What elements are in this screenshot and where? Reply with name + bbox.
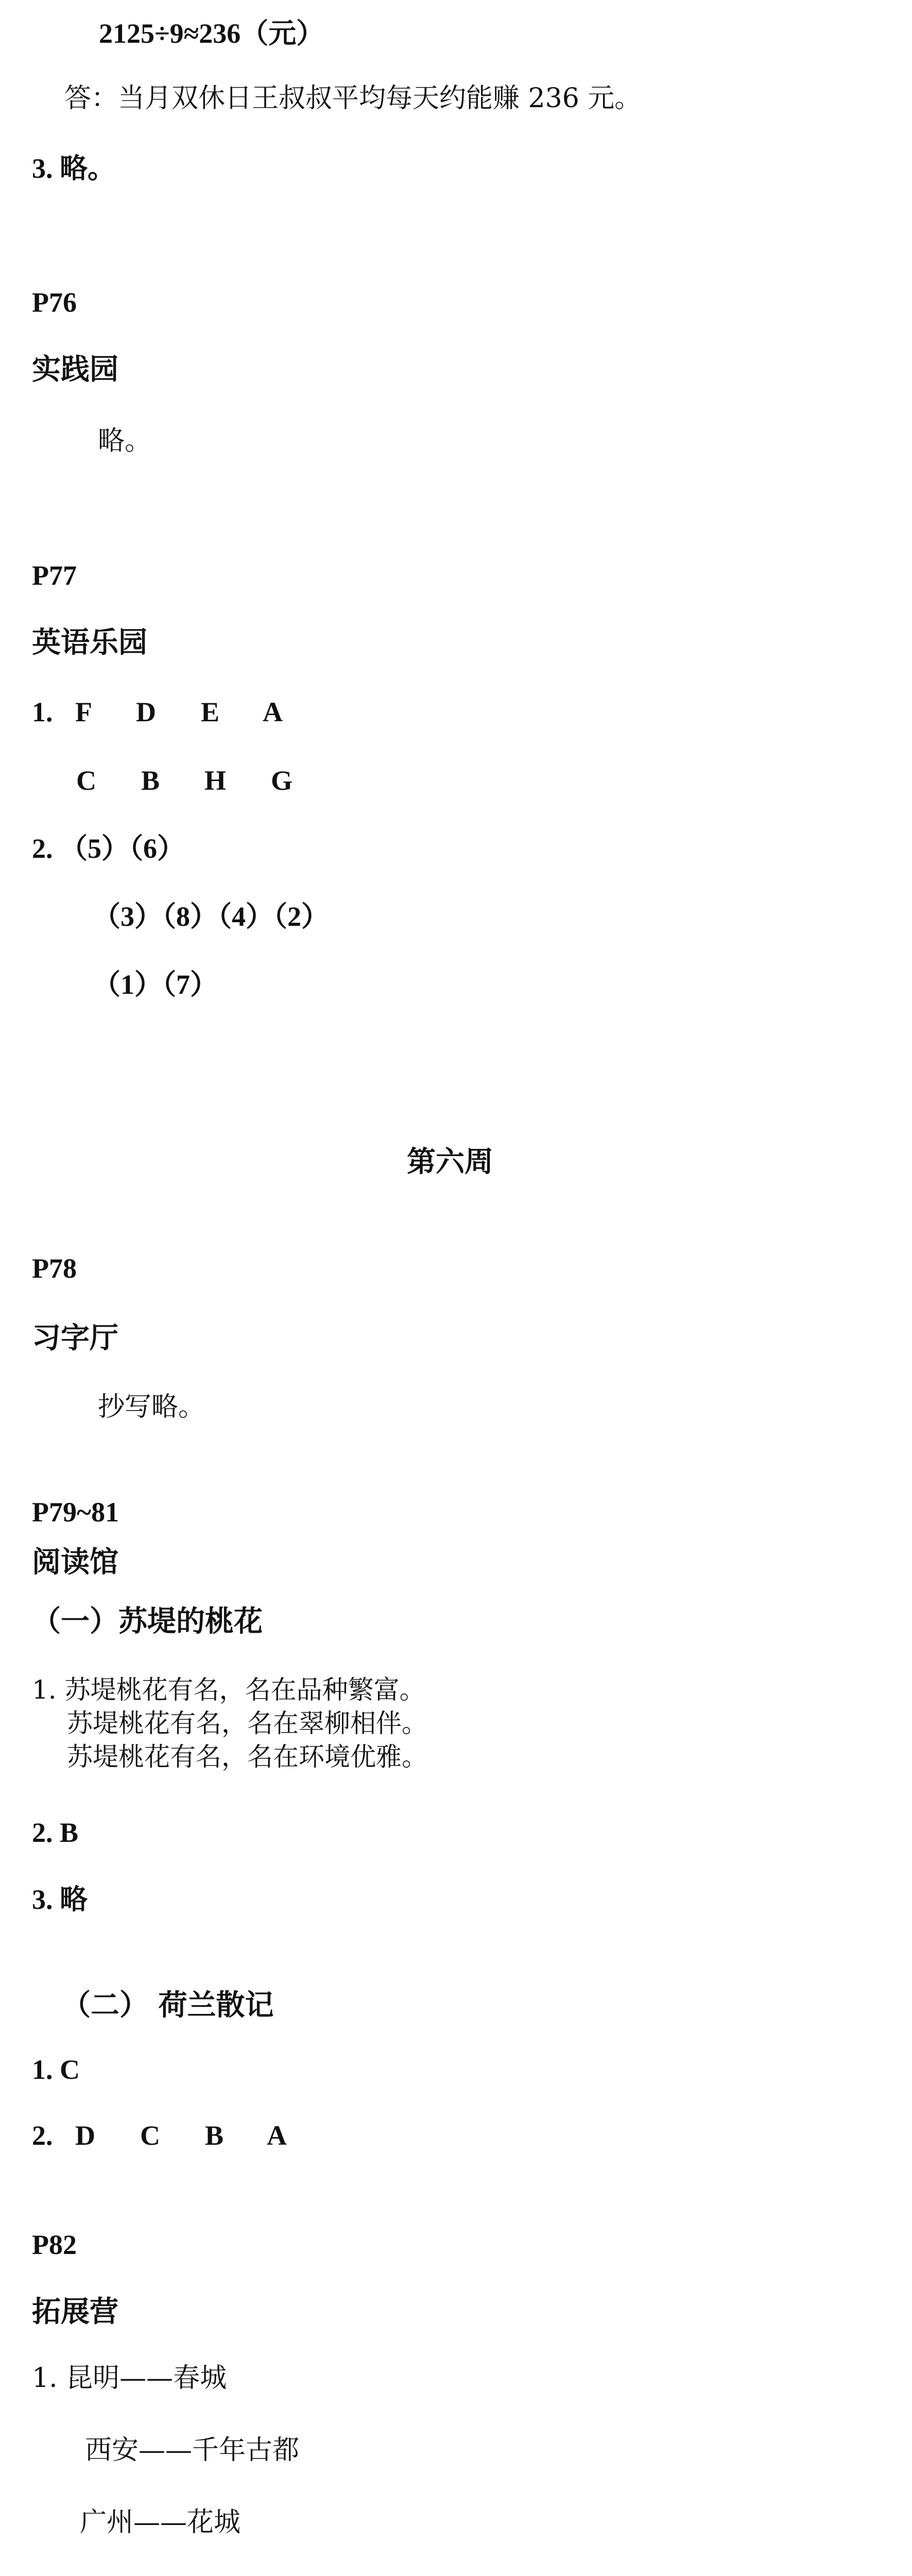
practice-content: 略。 bbox=[98, 426, 152, 456]
handwriting-content: 抄写略。 bbox=[98, 1392, 205, 1422]
reading-q1-line3: 苏堤桃花有名，名在环境优雅。 bbox=[67, 1742, 427, 1772]
reading-q1-line2: 苏堤桃花有名，名在翠柳相伴。 bbox=[67, 1708, 427, 1738]
section-title-handwriting: 习字厅 bbox=[32, 1321, 118, 1355]
english-q2-row3: （1）（7） bbox=[93, 969, 218, 1000]
passage-1-title: （一）苏堤的桃花 bbox=[32, 1605, 263, 1638]
page-label-p78: P78 bbox=[32, 1253, 77, 1284]
passage-2-q1: 1. C bbox=[32, 2054, 80, 2085]
page-label-p76: P76 bbox=[32, 287, 77, 318]
city-line-guangzhou: 广州——花城 bbox=[80, 2507, 241, 2538]
reading-q1-line1: 1. 苏堤桃花有名，名在品种繁富。 bbox=[32, 1675, 425, 1705]
item-3-skip: 3. 略。 bbox=[32, 153, 115, 184]
english-q2-row2: （3）（8）（4）（2） bbox=[93, 901, 329, 932]
section-title-extension: 拓展营 bbox=[32, 2295, 118, 2329]
week-title: 第六周 bbox=[407, 1145, 493, 1179]
reading-q3: 3. 略 bbox=[32, 1884, 88, 1915]
passage-2-title: （二） 荷兰散记 bbox=[62, 1989, 274, 2022]
calculation-line: 2125÷9≈236（元） bbox=[99, 18, 324, 49]
english-q2-row1: 2. （5）（6） bbox=[32, 833, 185, 864]
section-title-practice: 实践园 bbox=[32, 353, 118, 386]
page-label-p79-81: P79~81 bbox=[32, 1497, 119, 1528]
page-label-p82: P82 bbox=[32, 2229, 77, 2260]
english-q1-row2: C B H G bbox=[76, 765, 293, 796]
page-label-p77: P77 bbox=[32, 560, 77, 591]
answer-line: 答：当月双休日王叔叔平均每天约能赚 236 元。 bbox=[64, 83, 642, 114]
section-title-reading: 阅读馆 bbox=[32, 1546, 118, 1579]
section-title-english: 英语乐园 bbox=[32, 626, 147, 659]
english-q1-row1: 1. F D E A bbox=[32, 697, 283, 727]
reading-q2: 2. B bbox=[32, 1817, 79, 1848]
city-line-xian: 西安——千年古都 bbox=[85, 2435, 300, 2466]
city-line-kunming: 1. 昆明——春城 bbox=[32, 2363, 227, 2394]
passage-2-q2: 2. D C B A bbox=[32, 2120, 287, 2151]
